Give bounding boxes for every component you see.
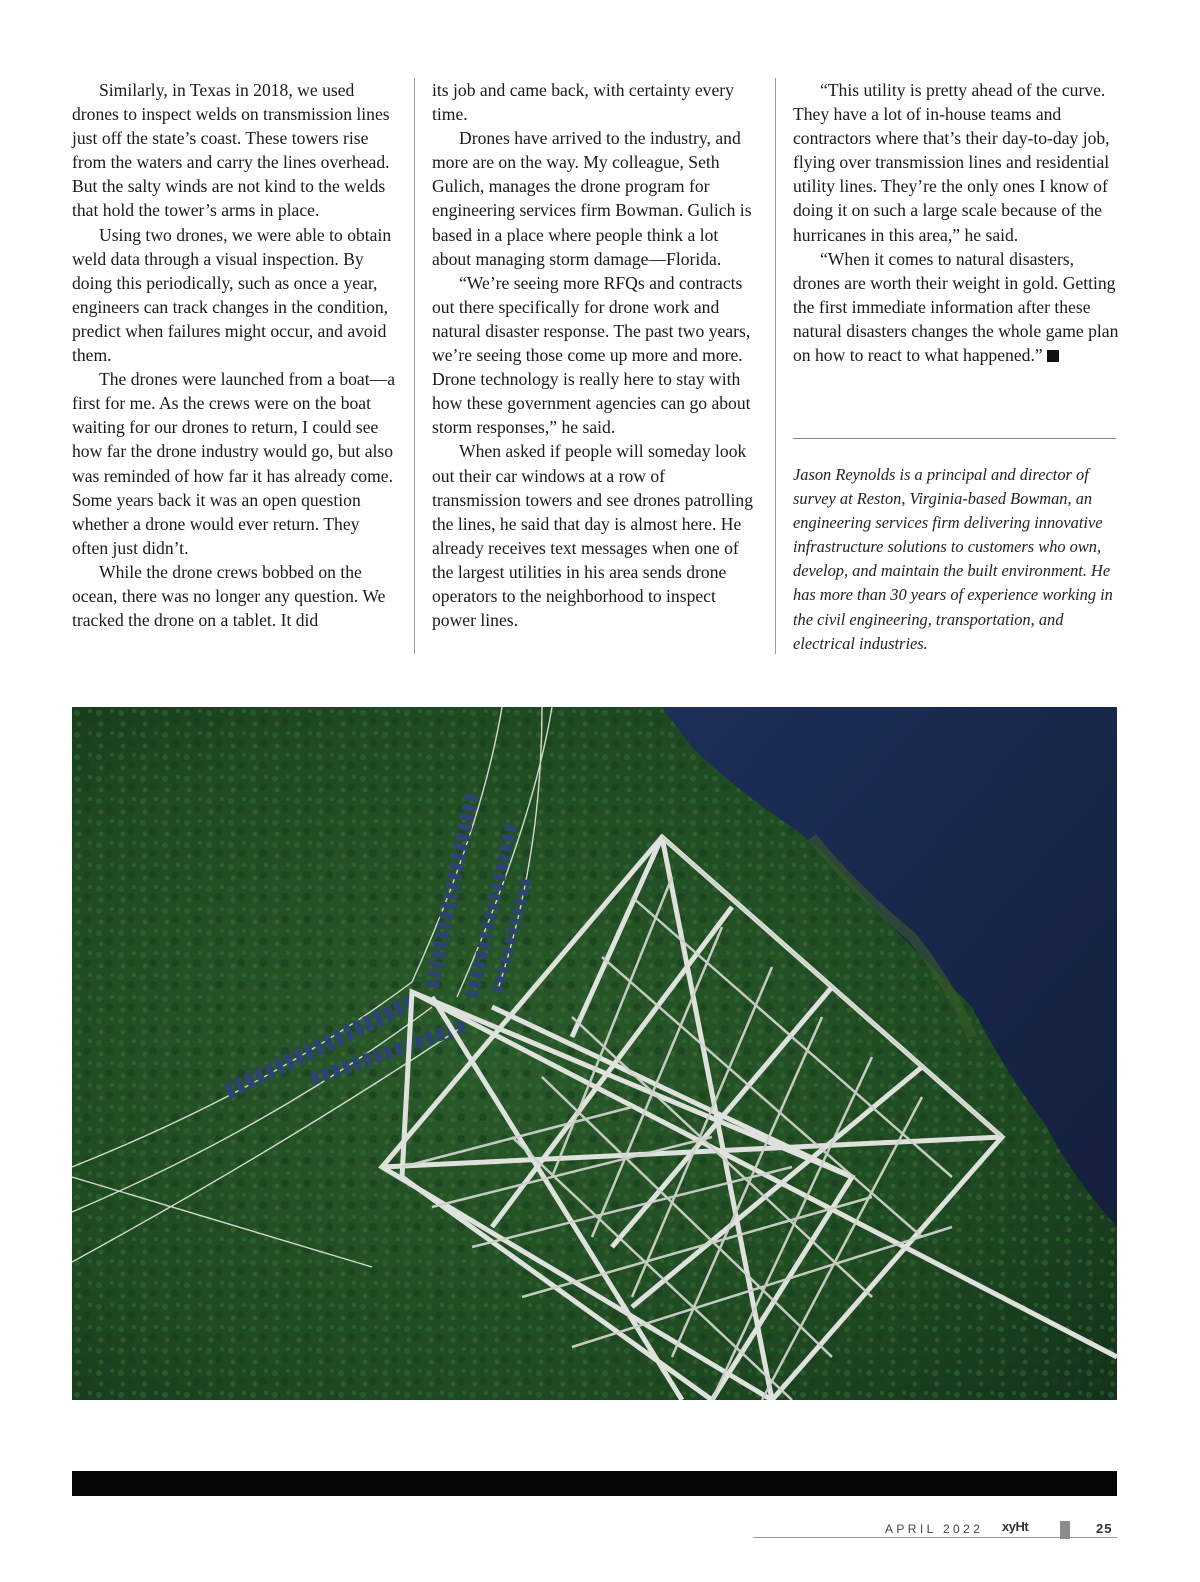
paragraph: “We’re seeing more RFQs and contracts out there specifically for drone work and natural disaster response. The past two years, we’re seeing those come up more and more. Drone technology is really here to stay with how these government agencies can go about storm responses,” he said.	[432, 272, 751, 438]
paragraph: When asked if people will someday look out their car windows at a row of transmission towers and see drones patrolling the lines, he said that day is almost here. He already receives text messages when one of the largest utilities in his area sends drone operators to the neighborhood to inspect power lines.	[432, 441, 754, 631]
paragraph: Using two drones, we were able to obtain weld data through a visual inspection. By doing this periodically, such as once a year, engineers can track changes in the condition, predict when failures might occur, and avoid them.	[72, 224, 392, 366]
end-mark-icon	[1047, 350, 1059, 362]
page-number: 25	[1096, 1521, 1113, 1536]
paragraph: Similarly, in Texas in 2018, we used drones to inspect welds on transmission lines just off the state’s coast. These towers rise from the waters and carry the lines overhead. But the salty winds are not kind to the welds that hold the tower’s arms in place.	[72, 80, 390, 221]
footer-block	[1060, 1521, 1070, 1539]
paragraph: Drones have arrived to the industry, and more are on the way. My colleague, Seth Gulich, manages the drone program for engineering services firm Bowman. Gulich is based in a place where people think a lot about managing storm damage—Florida.	[432, 128, 752, 269]
paragraph-text: “When it comes to natural disasters, drones are worth their weight in gold. Getting the first immediate information after these natural disasters changes the whole game plan on how to react to what happened.”	[793, 248, 1119, 366]
issue-date: APRIL 2022	[885, 1522, 984, 1536]
magazine-logo: xyHt	[1002, 1519, 1029, 1534]
bio-divider	[793, 438, 1116, 439]
paragraph: “This utility is pretty ahead of the curve. They have a lot of in-house teams and contractors where that’s their day-to-day job, flying over transmission lines and residential utility lines. They’re the only ones I know of doing it on such a large scale because of the hurricanes in this area,” he said.	[793, 80, 1110, 245]
paragraph-final	[793, 247, 1119, 367]
column-divider	[414, 78, 415, 654]
paragraph: The drones were launched from a boat—a first for me. As the crews were on the boat waiting for our drones to return, I could see how far the drone industry would go, but also was reminded of how far it has already come. Some years back it was an open question whether a drone would ever return. They often just didn’t.	[72, 369, 396, 558]
column-divider	[775, 78, 776, 654]
footer-bar	[72, 1471, 1117, 1496]
article-column-3	[793, 78, 1119, 367]
article-column-2	[432, 78, 758, 632]
article-column-1	[72, 78, 398, 632]
transmission-tower-photo	[72, 707, 1117, 1400]
paragraph: While the drone crews bobbed on the ocean, there was no longer any question. We tracked the drone on a tablet. It did	[72, 561, 386, 631]
paragraph-continued: its job and came back, with certainty every time.	[432, 80, 734, 125]
author-bio: Jason Reynolds is a principal and director of survey at Reston, Virginia-based Bowman, an engineering services firm delivering innovative infrastructure solutions to customers who own, develop, and maintain the built environment. He has more than 30 years of experience working in the civil engineering, transportation, and electrical industries.	[793, 465, 1113, 653]
